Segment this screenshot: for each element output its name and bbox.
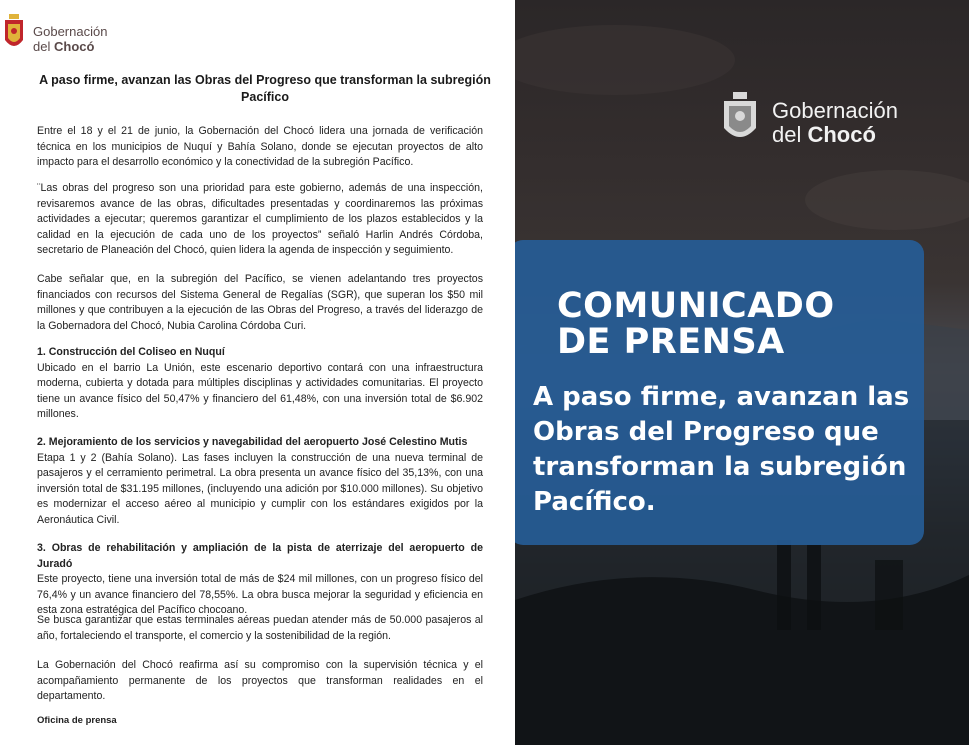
section-heading: 2. Mejoramiento de los servicios y navegabilidad del aeropuerto José Celestino Mutis xyxy=(37,436,468,448)
paragraph-quote: ¨Las obras del progreso son una prioridad para este gobierno, además de una inspección, revisaremos avance de las obras, dificultades presentadas y coordinaremos las próximas actividades a ejecutar; queremos garantizar el cumplimiento de los plazos establecidos y la calidad en la ejecución de cada uno de los proyectos” señaló Harlin Andrés Córdoba, secretario de Planeación del Chocó, quien lidera la agenda de inspección y seguimiento. xyxy=(37,182,483,257)
signature: Oficina de prensa xyxy=(37,715,117,726)
section-heading: 1. Construcción del Coliseo en Nuquí xyxy=(37,346,225,358)
poster-logo xyxy=(720,92,920,152)
section-heading: 3. Obras de rehabilitación y ampliación de la pista de aterrizaje del aeropuerto de Juradó xyxy=(37,542,483,570)
crest-icon xyxy=(720,92,760,148)
section-aeropuerto-mutis xyxy=(37,435,483,529)
section-body: Ubicado en el barrio La Unión, este escenario deportivo contará con una infraestructura moderna, cubierta y dotada para múltiples disciplinas y actividades comunitarias. El proyecto tiene un avance físico del 50,47% y financiero del 61,48%, con una inversión total de $6.902 millones. xyxy=(37,361,483,421)
comunicado-line1: COMUNICADO xyxy=(557,286,835,326)
paragraph-intro: Entre el 18 y el 21 de junio, la Gobernación del Chocó lidera una jornada de verificación técnica en los municipios de Nuquí y Bahía Solano, donde se ejecutan proyectos de alto impacto para el desarrollo económico y la conectividad de la subregión Pacífico. xyxy=(37,125,483,169)
announcement-panel xyxy=(515,240,924,545)
section-coliseo xyxy=(37,345,483,423)
gobernacion-logo xyxy=(2,14,122,58)
press-poster xyxy=(515,0,969,745)
paragraph-passengers: Se busca garantizar que estas terminales aéreas puedan atender más de 50.000 pasajeros al año, fortaleciendo el transporte, el comercio y la sostenibilidad de la región. xyxy=(37,614,483,642)
logo-line1: Gobernación xyxy=(772,98,898,123)
paragraph-closing: La Gobernación del Chocó reafirma así su compromiso con la supervisión técnica y el acompañamiento permanente de los proyectos que transforman realidades en el departamento. xyxy=(37,659,483,703)
logo-line2: del Chocó xyxy=(33,39,95,54)
crest-icon xyxy=(2,14,26,54)
poster-headline: A paso firme, avanzan las Obras del Progreso que transforman la subregión Pacífico. xyxy=(533,382,910,517)
section-body: Etapa 1 y 2 (Bahía Solano). Las fases incluyen la construcción de una nueva terminal de pasajeros y el cerramiento perimetral. La obra presenta un avance físico del 35,13%, con una inversión total de $31.195 millones, (incluyendo una adición por $10.000 millones). Su objetivo es modernizar el acceso aéreo al municipio y cumplir con los estándares exigidos por la Aeronáutica Civil. xyxy=(37,451,483,526)
paragraph-projects: Cabe señalar que, en la subregión del Pacífico, se vienen adelantando tres proyectos financiados con recursos del Sistema General de Regalías (SGR), que superan los $50 mil millones y que contribuyen a la ejecución de las Obras del Progreso, a través del liderazgo de la Gobernadora del Chocó, Nubia Carolina Córdoba Curi. xyxy=(37,273,483,332)
comunicado-line2: DE PRENSA xyxy=(557,322,785,362)
comunicado-title xyxy=(557,288,835,360)
section-body: Este proyecto, tiene una inversión total de más de $24 mil millones, con un progreso físico del 76,4% y un avance financiero del 78,55%. La obra busca mejorar la seguridad y eficiencia en esta zona estratégica del Pacífico chocoano. xyxy=(37,573,483,617)
section-pista-jurado xyxy=(37,541,483,619)
logo-line2: del Chocó xyxy=(772,122,876,147)
document-title: A paso firme, avanzan las Obras del Progreso que transforman la subregión Pacífico xyxy=(39,73,491,104)
logo-line1: Gobernación xyxy=(33,24,108,39)
